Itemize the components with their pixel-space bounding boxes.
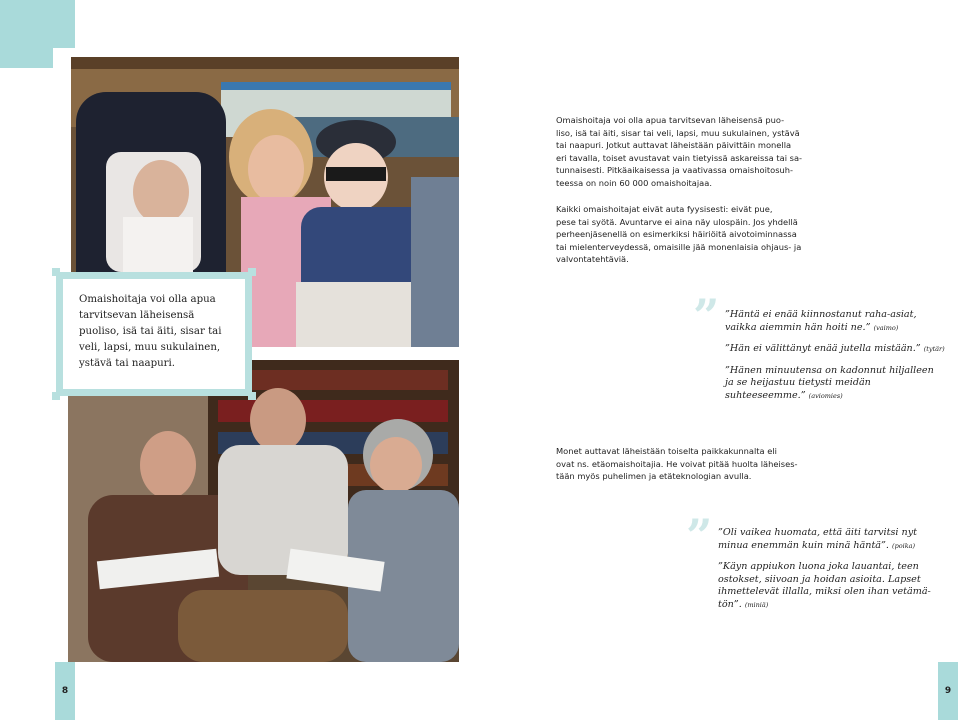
text-line: eri tavalla, toiset avustavat vain tietyissä askareissa tai sa-	[556, 152, 803, 163]
quote-box-corner	[52, 392, 60, 400]
quote-item	[725, 309, 945, 334]
text-line: liso, isä tai äiti, sisar tai veli, lapsi, muu sukulainen, ystävä	[556, 127, 800, 138]
quote-box-corner	[248, 268, 256, 276]
corner-accent-tab	[0, 0, 75, 48]
text-line: Kaikki omaishoitajat eivät auta fyysisesti: eivät pue,	[556, 204, 773, 214]
text-line: tunnaisesti. Pitkäaikaisessa ja vaativassa omaishoitosuh-	[556, 165, 794, 176]
paragraph-1	[556, 114, 811, 190]
page-number-right: 9	[938, 662, 958, 720]
text-line: perheenjäsenellä on esimerkiksi häiriöitä aivotoiminnassa	[556, 229, 797, 240]
quote-attribution: (tytär)	[923, 345, 945, 353]
text-line: Omaishoitaja voi olla apua tarvitsevan läheisensä puo-	[556, 115, 785, 125]
text-line: tai naapuri. Jotkut auttavat läheistään päivittäin monella	[556, 140, 792, 151]
quote-item	[725, 343, 945, 356]
quote-attribution: (poika)	[892, 541, 916, 550]
text-line: ovat ns. etäomaishoitajia. He voivat pitää huolta läheises-	[556, 458, 798, 469]
paragraph-3	[556, 445, 811, 483]
quotes-group-1	[725, 309, 945, 411]
quote-text: ”Hänen minuutensa on kadonnut hiljalleen ja se heijastuu tietysti meidän suhteeseemme.”	[725, 364, 934, 401]
quote-attribution: (vaimo)	[873, 323, 899, 332]
text-line: tään myös puhelimen ja etäteknologian avulla.	[556, 471, 752, 482]
quote-box-corner	[52, 268, 60, 276]
paragraph-2	[556, 203, 811, 266]
quote-text: ”Oli vaikea huomata, että äiti tarvitsi nyt minua enemmän kuin minä häntä”.	[718, 527, 917, 551]
quote-item	[725, 365, 945, 403]
quote-text: ”Häntä ei enää kiinnostanut raha-asiat, vaikka aiemmin hän hoiti ne.”	[725, 309, 917, 333]
text-line: tai mielenterveydessä, omaisille jää monenlaisia ohjaus- ja	[556, 241, 802, 252]
quote-text: ”Hän ei välittänyt enää jutella mistään.”	[725, 343, 921, 354]
pull-quote-box	[56, 272, 252, 396]
text-line: Monet auttavat läheistään toiselta paikkakunnalta eli	[556, 446, 777, 456]
quote-text: ”Käyn appiukon luona joka lauantai, teen ostokset, siivoan ja hoidan asioita. Lapset ihmettelevät illalla, miksi olen ihan vetämä-tön”.	[718, 561, 931, 610]
quote-item	[718, 561, 943, 611]
pull-quote-text: Omaishoitaja voi olla apua tarvitsevan läheisensä puoliso, isä tai äiti, sisar tai veli, lapsi, muu sukulainen, ystävä tai naapuri.	[63, 279, 245, 389]
text-line: teessa on noin 60 000 omaishoitajaa.	[556, 177, 712, 188]
quotes-group-2	[718, 527, 943, 620]
quote-attribution: (miniä)	[744, 600, 769, 609]
photo-elderly-couple-reading	[68, 360, 459, 662]
text-line: pese tai syötä. Avuntarve ei aina näy ulospäin. Jos yhdellä	[556, 216, 798, 227]
quote-box-corner	[248, 392, 256, 400]
text-line: valvontatehtäviä.	[556, 254, 629, 265]
page-number-left: 8	[55, 662, 75, 720]
quote-attribution: (aviomies)	[808, 391, 843, 400]
quote-item	[718, 527, 943, 552]
quote-mark-icon: ”	[693, 289, 720, 343]
corner-accent-tab-step	[0, 48, 53, 68]
quote-mark-icon: ”	[686, 509, 713, 563]
